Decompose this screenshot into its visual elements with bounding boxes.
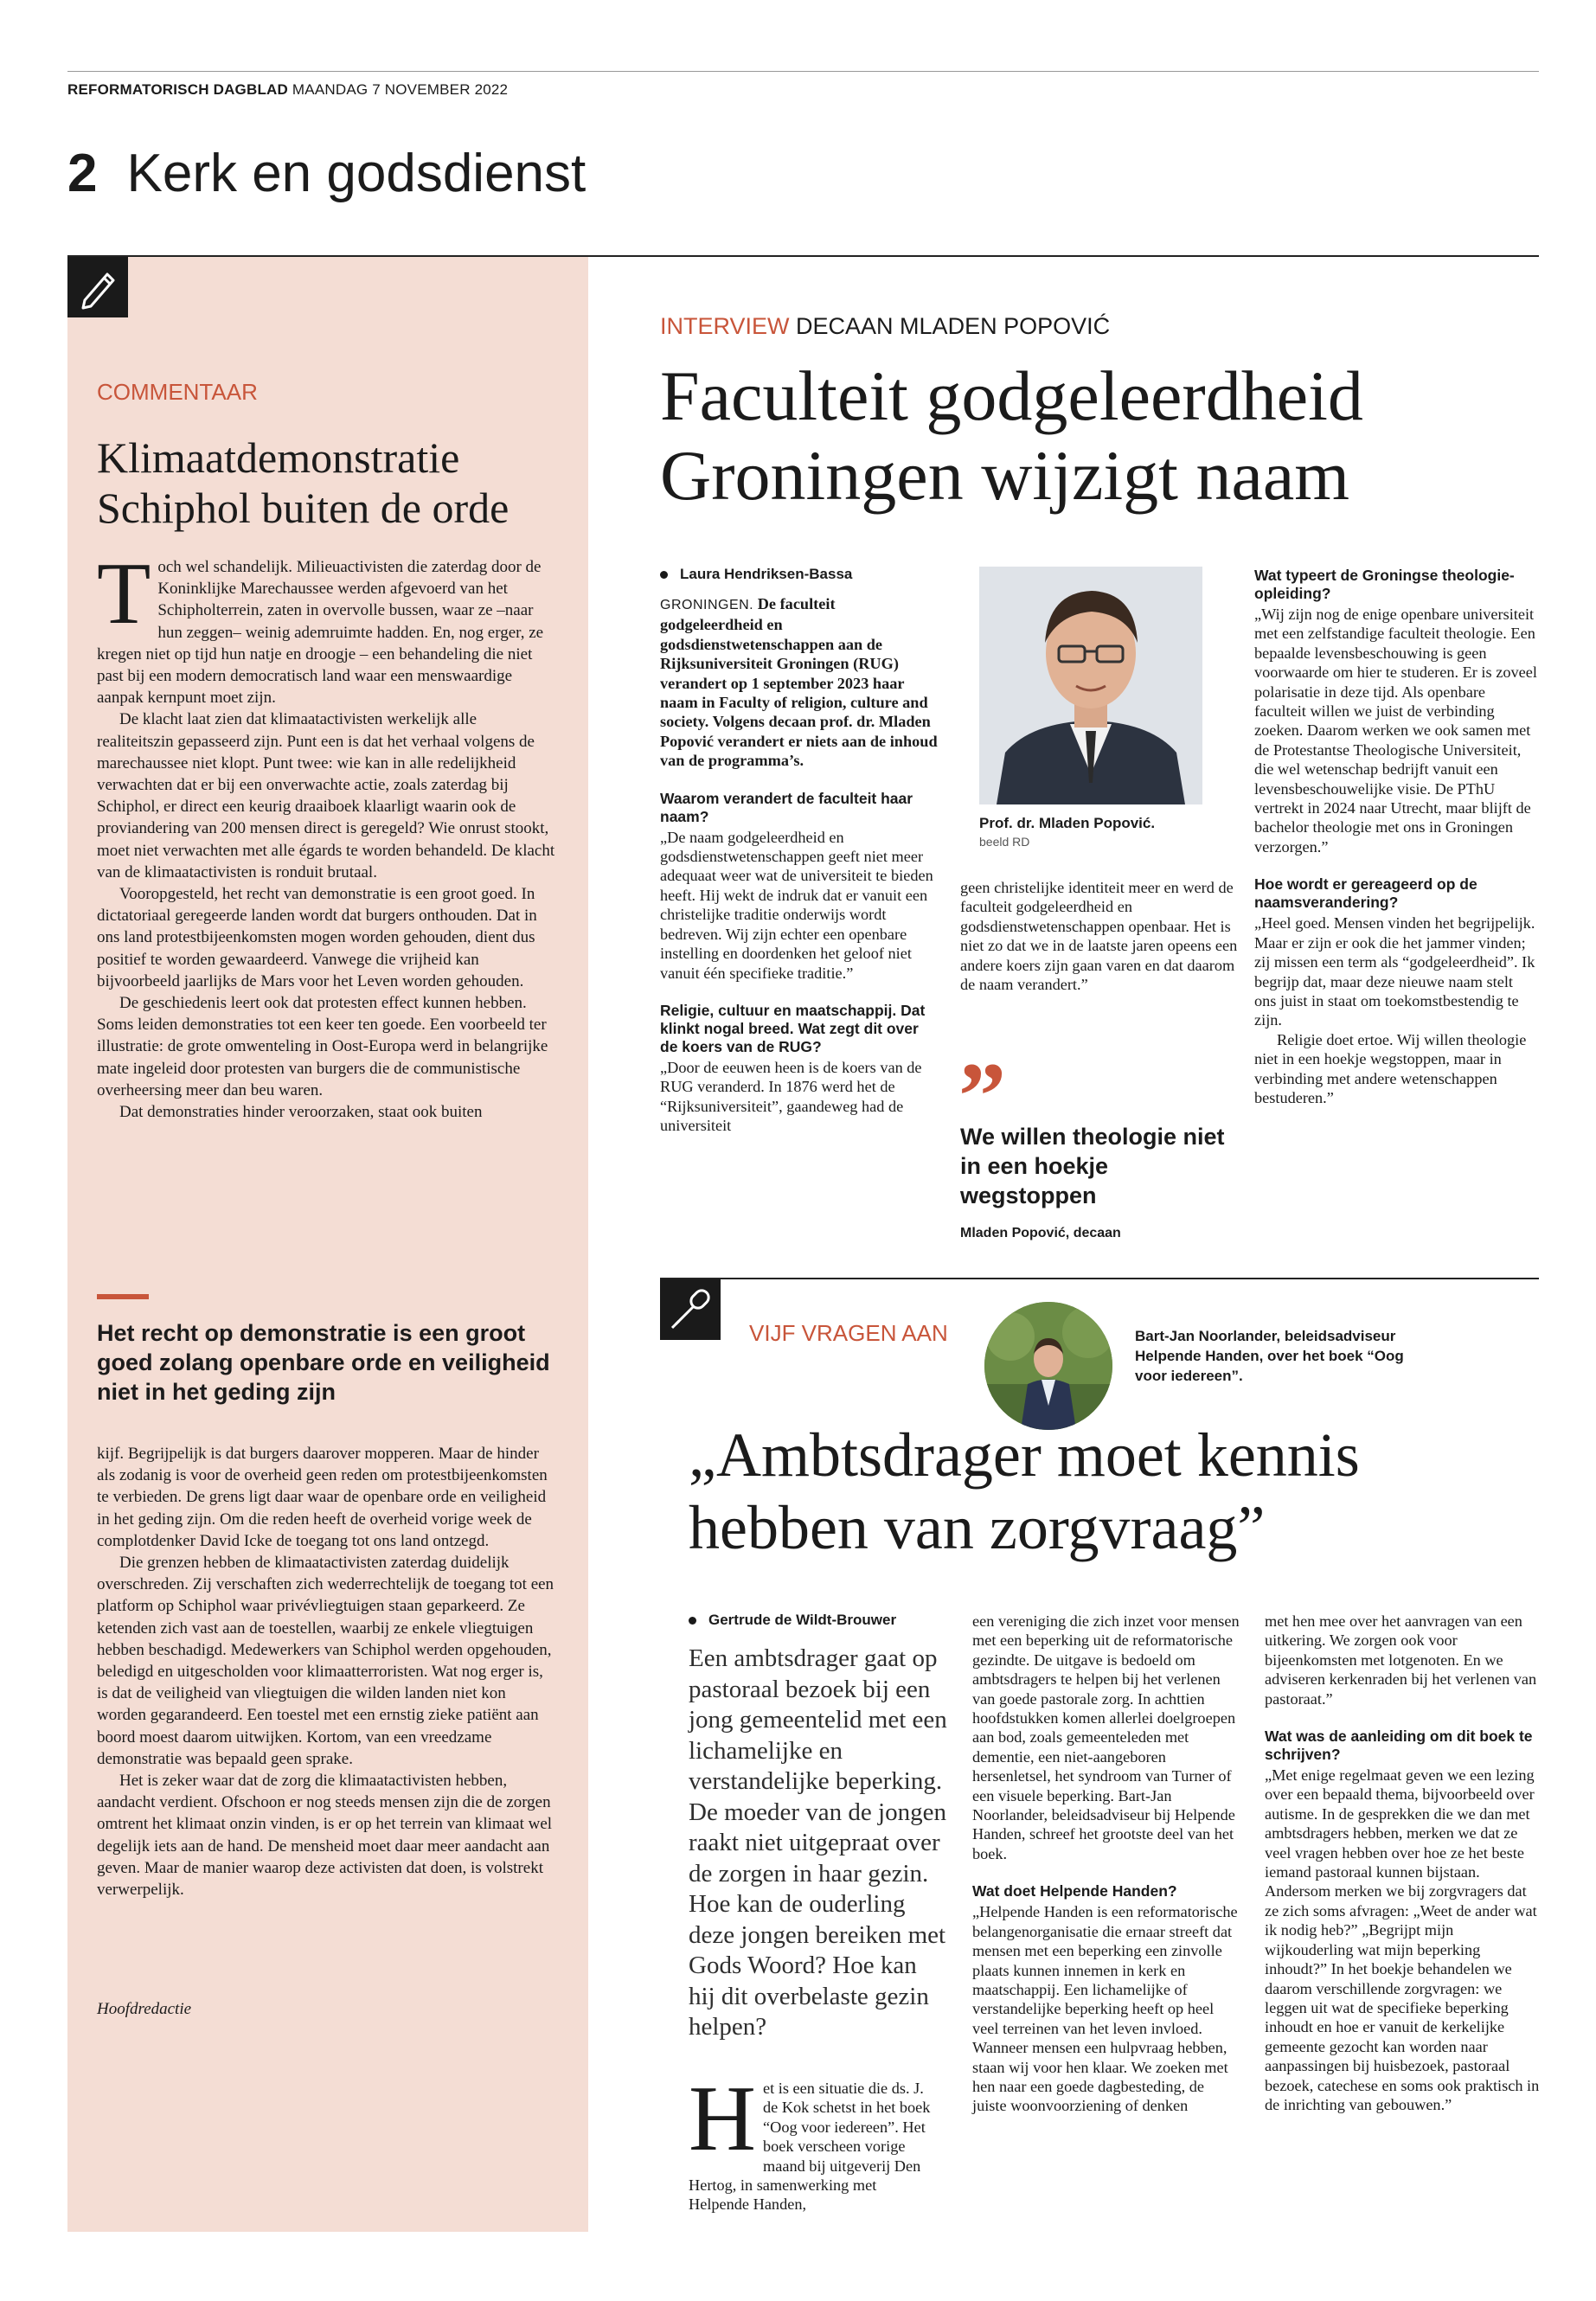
- commentary-pullquote: Het recht op demonstratie is een groot goed zolang openbare orde en veiligheid niet in het geding zijn: [97, 1320, 550, 1405]
- interview-col-2: [960, 878, 1239, 994]
- interview-kicker-label: INTERVIEW: [660, 313, 790, 339]
- section-header: [67, 143, 586, 204]
- vijf-a2: „Met enige regelmaat geven we een lezing over een bepaald thema, bijvoorbeeld over autisme. In de gesprekken die we dan met ambtsdragers hebben, merken we dat ze veel vragen hebben over hoe ze het beste iemand pastoraal kunnen bijstaan. Andersom merken we bij zorgvragers dat ze zich soms afvragen: „Weet de ander wat ik nodig heb?” „Begrijpt mijn wijkouderling wat mijn beperking inhoudt?” In het boekje behandelen we daarom verschillende zorgvragen: we leggen uit wat de specifieke beperking inhoudt en hoe er vanuit de kerkelijke gemeente gezocht kan worden naar aanpassingen bij huisbezoek, pastoraal bezoek, catechese en soms ook praktisch in de inrichting van gebouwen.”: [1265, 1766, 1540, 2113]
- interview-col-1: [660, 594, 939, 1136]
- photo-caption-block: [979, 814, 1178, 851]
- vijf-col-1: [689, 2067, 933, 2214]
- paper-name: REFORMATORISCH DAGBLAD: [67, 81, 288, 98]
- commentary-dropcap: T: [97, 545, 151, 643]
- interview-pullquote: We willen theologie niet in een hoekje wegstoppen: [960, 1124, 1225, 1208]
- pullquote-attribution: Mladen Popović, decaan: [960, 1226, 1121, 1240]
- vijf-byline: [689, 1612, 896, 1629]
- commentary-signature: Hoofdredactie: [97, 2000, 192, 2018]
- interview-byline-name: Laura Hendriksen-Bassa: [680, 566, 853, 582]
- avatar-illustration: [984, 1302, 1112, 1430]
- interview-col-3: [1254, 567, 1538, 1107]
- interview-q4: Hoe wordt er gereageerd op de naamsverandering?: [1254, 875, 1477, 912]
- commentary-p3: Vooropgesteld, het recht van demonstratie is een groot goed. In dictatoriaal geregeerde landen wordt dat burgers onthouden. Dat in ons land protestbijeenkomsten mogen worden gehouden, dient dus positief te worden gewaardeerd. Vanwege die vrijheid kan bijvoorbeeld jaarlijks de Mars voor het Leven worden gehouden.: [97, 885, 537, 990]
- vijf-p1: et is een situatie die ds. J. de Kok schetst in het boek “Oog voor iedereen”. Het boek verscheen vorige maand bij uitgeverij Den Hertog, in samenwerking met Helpende Handen,: [689, 2080, 931, 2214]
- interview-lead: De faculteit godgeleerdheid en godsdienstwetenschappen aan de Rijksuniversiteit Groningen (RUG) verandert op 1 september 2023 haar naam in Faculty of religion, culture and society. Volgens decaan prof. dr. Mladen Popović verandert er niets aan de inhoud van de programma’s.: [660, 595, 938, 770]
- vijf-byline-bullet: [689, 1617, 696, 1625]
- vijf-intro: Bart-Jan Noorlander, beleidsadviseur Helpende Handen, over het boek “Oog voor iedereen”.: [1135, 1328, 1404, 1384]
- commentary-p7: Die grenzen hebben de klimaatactivisten zaterdag duidelijk overschreden. Zij verschaften zich wederrechtelijk de toegang tot een platform op Schiphol waar privévliegtuigen staan geparkeerd. Ze ketenden zich vast aan de toestellen, waarbij ze enkele vliegtuigen hebben beschadigd. Medewerkers van Schiphol werden opgehouden, beledigd en uitgescholden voor klimaatterroristen. Wat nog erger is, is dat de veiligheid van vliegtuigen die wilden landen niet kon worden gegarandeerd. Een toestel met een ernstig zieke patiënt aan boord moest daarom uitwijken. Kortom, van een vreedzame demonstratie was bepaald geen sprake.: [97, 1554, 554, 1768]
- commentary-p5: Dat demonstraties hinder veroorzaken, staat ook buiten: [119, 1103, 483, 1122]
- interview-a4b: Religie doet ertoe. Wij willen theologie niet in een hoekje wegstoppen, maar in verbinding met andere wetenschappen bestuderen.”: [1254, 1030, 1527, 1106]
- commentary-body-bottom: [97, 1443, 555, 1900]
- masthead: [67, 81, 508, 99]
- vijf-headline: „Ambtsdrager moet kennis hebben van zorgvraag”: [689, 1420, 1360, 1562]
- vijf-kicker: VIJF VRAGEN AAN: [749, 1320, 948, 1346]
- vijf-c3a: met hen mee over het aanvragen van een uitkering. We zorgen ook voor bijeenkomsten met lotgenoten. En we adviseren kerkenraden bij het verlenen van pastoraat.”: [1265, 1612, 1537, 1708]
- portrait-photo: [979, 567, 1202, 804]
- interview-a1: „De naam godgeleerdheid en godsdienstwetenschappen geeft niet meer adequaat weer wat de universiteit te bieden heeft. Hij wekt de indruk dat er vanuit een christelijke traditie onderwijs wordt bedreven. Wij zijn echter een openbare instelling en doordenken het geloof niet vanuit één specifieke traditie.”: [660, 828, 933, 982]
- vijf-lead: Een ambtsdrager gaat op pastoraal bezoek bij een jong gemeentelid met een lichamelijke en verstandelijke beperking. De moeder van de jongen raakt niet uitgepraat over de zorgen in haar gezin. Hoe kan de ouderling deze jongen bereiken met Gods Woord? Hoe kan hij dit overbelaste gezin helpen?: [689, 1644, 947, 2041]
- noorlander-avatar: [984, 1302, 1112, 1430]
- vijf-c2a: een vereniging die zich inzet voor mensen met een beperking uit de reformatorische gezindte. De uitgave is bedoeld om ambtsdragers te helpen bij het verlenen van goede pastorale zorg. In achttien hoofdstukken komen allerlei doelgroepen aan bod, zoals gemeenteleden met dementie, een niet-aangeboren hersenletsel, het syndroom van Turner of een visuele beperking. Bart-Jan Noorlander, beleidsadviseur bij Helpende Handen, schreef het grootste deel van het boek.: [972, 1612, 1240, 1862]
- commentary-p8: Het is zeker waar dat de zorg die klimaatactivisten hebben, aandacht verdient. Ofschoon er nog steeds mensen zijn die de zorgen omtrent het klimaat onzin vinden, is er op het terrein van klimaat wel degelijk iets aan de hand. De mensheid moet daar meer aandacht aan geven. Maar de manier waarop deze activisten dat doen, is volstrekt verwerpelijk.: [97, 1772, 553, 1900]
- interview-q3: Wat typeert de Groningse theologie-opleiding?: [1254, 567, 1515, 602]
- interview-kicker: [660, 313, 1110, 340]
- interview-a2: „Door de eeuwen heen is de koers van de RUG veranderd. In 1876 werd het de “Rijksuniversiteit”, gaandeweg had de universiteit: [660, 1058, 922, 1135]
- vijf-col-2: [972, 1612, 1242, 2116]
- quote-mark: ”: [958, 1043, 1006, 1149]
- commentary-p4: De geschiedenis leert ook dat protesten effect kunnen hebben. Soms leiden demonstraties tot een keer ten goede. Een voorbeeld ter illustratie: de grote omwenteling in Oost-Europa werd in belangrijke mate ingeleid door protesten van burgers die de communistische overheersing meer dan beu waren.: [97, 994, 548, 1099]
- byline-bullet: [660, 571, 668, 579]
- interview-q2: Religie, cultuur en maatschappij. Dat klinkt nogal breed. Wat zegt dit over de koers van de RUG?: [660, 1001, 926, 1055]
- vijf-q1: Wat doet Helpende Handen?: [972, 1882, 1177, 1900]
- pullquote-rule: [97, 1294, 149, 1299]
- commentary-body-top: [97, 545, 555, 1123]
- interview-mid-text: geen christelijke identiteit meer en werd de faculteit godgeleerdheid en godsdienstwetenschappen openbaar. Het is niet zo dat we in de laatste jaren opeens een andere koers zijn gaan varen en dat daarom de naam verandert.”: [960, 879, 1238, 994]
- commentary-p2: De klacht laat zien dat klimaatactivisten werkelijk alle realiteitszin gepasseerd zijn. Punt een is dat het verhaal volgens de marechaussee niet klopt. Punt twee: wie kan in alle redelijkheid verwachten dat er bij een onverwachte actie, zoals zaterdag bij Schiphol, er direct een keurig draaiboek klaarligt waarin ook de proviandering van 200 mensen direct is geregeld? Wie onrust stookt, moet niet verwachten met alle égards te worden behandeld. De klacht van de klimaatactivisten is ronduit brutaal.: [97, 710, 555, 881]
- photo-credit: beeld RD: [979, 835, 1030, 849]
- portrait-illustration: [979, 567, 1202, 804]
- vijf-rule: [660, 1278, 1539, 1279]
- photo-caption: Prof. dr. Mladen Popović.: [979, 815, 1156, 831]
- interview-kicker-rest: DECAAN MLADEN POPOVIĆ: [796, 313, 1111, 339]
- commentary-title: Klimaatdemonstratie Schiphol buiten de orde: [97, 433, 510, 532]
- issue-date: MAANDAG 7 NOVEMBER 2022: [292, 81, 509, 98]
- pencil-icon: [67, 257, 128, 317]
- interview-a3: „Wij zijn nog de enige openbare universiteit met een zelfstandige faculteit theologie. Een bepaalde levensbeschouwing is geen voorwaarde om hier te studeren. Er is zoveel polarisatie in deze tijd. Als openbare faculteit willen we juist de verbinding zoeken. Daarom werken we ook samen met de Protestantse Theologische Universiteit, die wel wetenschap bedrijft vanuit een levensbeschouwelijke visie. De PThU vertrekt in 2024 naar Utrecht, maar blijft de bachelor theologie met ons in Groningen verzorgen.”: [1254, 606, 1537, 856]
- interview-headline: Faculteit godgeleerdheid Groningen wijzigt naam: [660, 356, 1363, 515]
- masthead-rule: [67, 71, 1539, 72]
- section-title: Kerk en godsdienst: [126, 144, 586, 203]
- vijf-a1: „Helpende Handen is een reformatorische belangenorganisatie die ernaar streeft dat mensen met een beperking een zinvolle plaats kunnen innemen in kerk en maatschappij. Een lichamelijke of verstandelijke beperking heeft op heel veel terreinen van het leven invloed. Wanneer mensen een hulpvraag hebben, staan wij voor hen klaar. We zoeken met hen naar een goede dagbesteding, de juiste woonvoorziening of denken: [972, 1903, 1238, 2115]
- interview-a4a: „Heel goed. Mensen vinden het begrijpelijk. Maar er zijn er ook die het jammer vinden; zij missen een term als “godgeleerdheid”. Ik begrijp dat, maar deze nieuwe naam stelt ons juist in staat om toekomstbestendig te zijn.: [1254, 914, 1535, 1029]
- interview-q1: Waarom verandert de faculteit haar naam?: [660, 789, 913, 825]
- commentary-p1: och wel schandelijk. Milieuactivisten die zaterdag door de Koninklijke Marechaussee werden afgevoerd van het Schipholterrein, zaten in overvolle bussen, waar ze –naar hun zeggen– weinig ademruimte hadden. En, nog erger, ze kregen niet op tijd hun natje en droogje – een behandeling die niet past bij een modern democratisch land waar een menswaardige aanpak kernpunt moet zijn.: [97, 558, 544, 708]
- vijf-col-3: [1265, 1612, 1540, 2114]
- vijf-dropcap: H: [689, 2067, 756, 2170]
- microphone-icon: [660, 1279, 721, 1340]
- dateline: GRONINGEN.: [660, 598, 754, 612]
- commentary-kicker: COMMENTAAR: [97, 379, 258, 405]
- vijf-q2: Wat was de aanleiding om dit boek te schrijven?: [1265, 1727, 1533, 1764]
- commentary-p6: kijf. Begrijpelijk is dat burgers daarover mopperen. Maar de hinder als zodanig is voor de overheid geen reden om protestbijeenkomsten te verbieden. De grens ligt daar waar de openbare orde en veiligheid in het geding zijn. Om die reden heeft de overheid vorige week de complotdenker David Icke de toegang tot ons land ontzegd.: [97, 1445, 548, 1550]
- page-number: 2: [67, 144, 98, 203]
- vijf-byline-name: Gertrude de Wildt-Brouwer: [708, 1612, 897, 1628]
- interview-byline: [660, 566, 852, 583]
